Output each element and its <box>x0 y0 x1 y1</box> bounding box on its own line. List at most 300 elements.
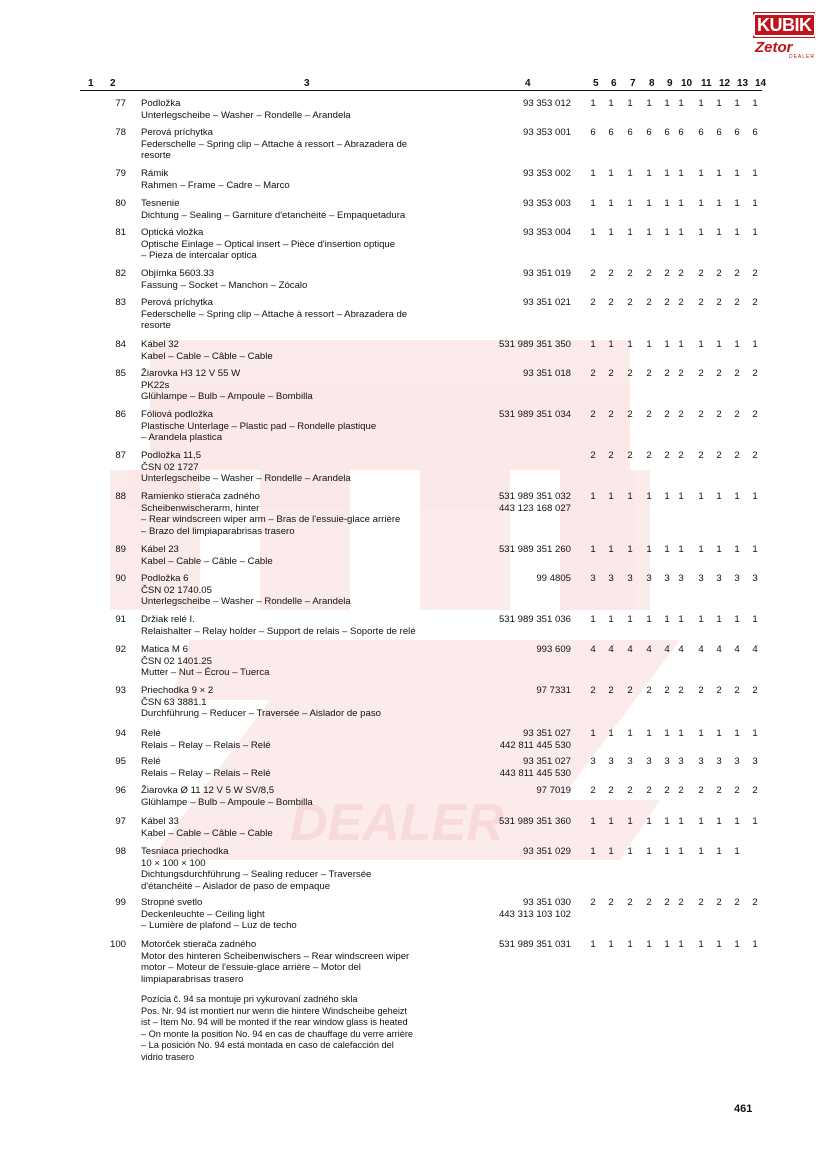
item-description <box>141 297 471 332</box>
quantity-cell: 2 <box>716 268 722 279</box>
quantity-cell: 1 <box>716 614 722 625</box>
part-number-line: 93 353 003 <box>522 198 571 209</box>
quantity-cell: 1 <box>646 339 652 350</box>
item-number: 99 <box>115 897 126 908</box>
item-name: Podložka 11,5 <box>141 450 202 461</box>
item-translation: limpiaparabrisas trasero <box>141 973 244 985</box>
item-number: 79 <box>115 168 126 179</box>
item-number: 91 <box>115 614 126 625</box>
quantity-cell: 1 <box>646 491 652 502</box>
quantity-cell: 1 <box>664 491 670 502</box>
quantity-cell: 2 <box>590 685 596 696</box>
quantity-cell: 2 <box>678 297 684 308</box>
item-description <box>141 614 471 637</box>
quantity-cell: 1 <box>752 339 758 350</box>
quantity-cell: 1 <box>734 614 740 625</box>
quantity-cell: 1 <box>698 198 704 209</box>
quantity-cell: 3 <box>752 756 758 767</box>
quantity-cell: 1 <box>752 491 758 502</box>
item-translation: ČSN 02 1740.05 <box>141 584 212 596</box>
part-number-line: 97 7331 <box>536 685 571 696</box>
part-number-line: 93 353 004 <box>522 227 571 238</box>
item-number: 92 <box>115 644 126 655</box>
header-qty-col: 9 <box>667 78 673 89</box>
quantity-cell: 1 <box>734 939 740 950</box>
quantity-cell: 2 <box>678 268 684 279</box>
item-translation: Relaishalter – Relay holder – Support de relais – Soporte de relé <box>141 625 416 637</box>
footnote-line: – La posición No. 94 está montada en caso de calefacción del <box>141 1040 394 1050</box>
quantity-cell: 2 <box>664 409 670 420</box>
quantity-cell: 1 <box>698 614 704 625</box>
kubik-logo-text: KUBIK <box>753 12 815 38</box>
quantity-cell: 3 <box>627 756 633 767</box>
part-number <box>480 644 571 656</box>
item-description <box>141 728 471 751</box>
quantity-cell: 1 <box>752 939 758 950</box>
quantity-cell: 1 <box>752 98 758 109</box>
quantity-cell: 3 <box>590 573 596 584</box>
quantity-cell: 1 <box>678 227 684 238</box>
quantity-cell: 1 <box>716 227 722 238</box>
header-qty-col: 10 <box>681 78 693 89</box>
quantity-cell: 1 <box>590 614 596 625</box>
quantity-cell: 3 <box>590 756 596 767</box>
item-number: 83 <box>115 297 126 308</box>
quantity-cell: 2 <box>698 785 704 796</box>
item-number: 81 <box>115 227 126 238</box>
quantity-cell: 2 <box>590 409 596 420</box>
part-number <box>480 198 571 210</box>
quantity-cell: 1 <box>698 939 704 950</box>
item-number: 96 <box>115 785 126 796</box>
quantity-cell: 1 <box>752 168 758 179</box>
quantity-cell: 1 <box>678 198 684 209</box>
quantity-cell: 1 <box>716 846 722 857</box>
quantity-cell: 2 <box>734 450 740 461</box>
item-name: Kábel 32 <box>141 339 179 350</box>
quantity-cell: 2 <box>664 268 670 279</box>
item-name: Tesnenie <box>141 198 180 209</box>
quantity-cell: 1 <box>716 939 722 950</box>
header-col-3: 3 <box>304 78 310 89</box>
part-number <box>480 728 571 751</box>
quantity-cell: 1 <box>716 728 722 739</box>
item-translation: ČSN 02 1727 <box>141 461 199 473</box>
quantity-cell: 2 <box>678 368 684 379</box>
quantity-cell: 1 <box>590 98 596 109</box>
item-translation: Unterlegscheibe – Washer – Rondelle – Arandela <box>141 473 351 484</box>
quantity-cell: 3 <box>716 756 722 767</box>
quantity-cell: 1 <box>608 339 614 350</box>
quantity-cell: 1 <box>664 339 670 350</box>
item-name: Tesniaca priechodka <box>141 846 229 857</box>
item-description <box>141 198 471 221</box>
item-description <box>141 897 471 932</box>
quantity-cell: 2 <box>646 368 652 379</box>
quantity-cell: 2 <box>664 785 670 796</box>
part-number <box>480 339 571 351</box>
part-number-line: 93 353 001 <box>522 127 571 138</box>
quantity-cell: 1 <box>608 544 614 555</box>
quantity-cell: 1 <box>646 98 652 109</box>
quantity-cell: 2 <box>752 409 758 420</box>
item-translation: ČSN 63 3881.1 <box>141 696 207 708</box>
kubik-zetor-logo <box>753 12 815 64</box>
part-number <box>480 227 571 239</box>
item-translation: Rahmen – Frame – Cadre – Marco <box>141 179 290 191</box>
item-name: Podložka 6 <box>141 573 189 584</box>
quantity-cell: 1 <box>752 816 758 827</box>
item-number: 82 <box>115 268 126 279</box>
quantity-cell: 1 <box>664 98 670 109</box>
quantity-cell: 4 <box>716 644 722 655</box>
item-name: Fóliová podložka <box>141 409 213 420</box>
quantity-cell: 2 <box>646 450 652 461</box>
quantity-cell: 1 <box>734 198 740 209</box>
quantity-cell: 6 <box>590 127 596 138</box>
footnote-line: Pozícia č. 94 sa montuje pri vykurovaní zadného skla <box>141 994 358 1004</box>
item-number: 94 <box>115 728 126 739</box>
quantity-cell: 1 <box>608 168 614 179</box>
quantity-cell: 2 <box>627 368 633 379</box>
quantity-cell: 1 <box>734 339 740 350</box>
quantity-cell: 1 <box>678 614 684 625</box>
part-number <box>480 98 571 110</box>
quantity-cell: 2 <box>608 897 614 908</box>
item-translation: 10 × 100 × 100 <box>141 857 206 869</box>
item-translation: Dichtung – Sealing – Garniture d'etanchéité – Empaquetadura <box>141 209 406 221</box>
item-number: 87 <box>115 450 126 461</box>
quantity-cell: 2 <box>698 897 704 908</box>
quantity-cell: 2 <box>590 297 596 308</box>
quantity-cell: 2 <box>608 368 614 379</box>
item-description <box>141 450 471 485</box>
item-translation: Mutter – Nut – Écrou – Tuerca <box>141 667 270 678</box>
item-number: 88 <box>115 491 126 502</box>
quantity-cell: 1 <box>752 198 758 209</box>
item-translation: – Arandela plastica <box>141 432 223 443</box>
part-number <box>480 491 571 514</box>
part-number-line: 442 811 445 530 <box>499 739 571 751</box>
quantity-cell: 1 <box>646 544 652 555</box>
item-translation: Plastische Unterlage – Plastic pad – Rondelle plastique <box>141 420 377 432</box>
part-number <box>480 614 571 626</box>
item-description <box>141 368 471 403</box>
quantity-cell: 2 <box>734 368 740 379</box>
quantity-cell: 2 <box>734 268 740 279</box>
quantity-cell: 1 <box>627 98 633 109</box>
quantity-cell: 2 <box>646 897 652 908</box>
page-number: 461 <box>734 1103 753 1115</box>
item-translation: resorte <box>141 150 171 161</box>
quantity-cell: 1 <box>590 728 596 739</box>
quantity-cell: 1 <box>646 227 652 238</box>
header-col-4: 4 <box>525 78 531 89</box>
part-number-line: 93 351 029 <box>522 846 571 857</box>
quantity-cell: 3 <box>752 573 758 584</box>
quantity-cell: 4 <box>646 644 652 655</box>
quantity-cell: 1 <box>734 846 740 857</box>
quantity-cell: 1 <box>590 846 596 857</box>
quantity-cell: 2 <box>716 685 722 696</box>
quantity-cell: 2 <box>678 897 684 908</box>
part-number-line: 531 989 351 034 <box>498 409 571 420</box>
item-number: 95 <box>115 756 126 767</box>
part-number <box>480 297 571 309</box>
quantity-cell: 1 <box>678 491 684 502</box>
quantity-cell: 1 <box>664 728 670 739</box>
quantity-cell: 1 <box>664 168 670 179</box>
quantity-cell: 1 <box>608 939 614 950</box>
quantity-cell: 1 <box>627 544 633 555</box>
part-number-line: 97 7019 <box>536 785 571 796</box>
quantity-cell: 1 <box>752 544 758 555</box>
quantity-cell: 1 <box>734 728 740 739</box>
quantity-cell: 4 <box>698 644 704 655</box>
quantity-cell: 1 <box>627 939 633 950</box>
quantity-cell: 1 <box>678 544 684 555</box>
item-description <box>141 168 471 191</box>
item-name: Relé <box>141 756 161 767</box>
header-qty-col: 8 <box>649 78 655 89</box>
quantity-cell: 1 <box>716 544 722 555</box>
quantity-cell: 2 <box>716 450 722 461</box>
part-number <box>480 544 571 556</box>
quantity-cell: 2 <box>627 685 633 696</box>
quantity-cell: 2 <box>627 450 633 461</box>
item-translation: Glühlampe – Bulb – Ampoule – Bombilla <box>141 391 313 402</box>
quantity-cell: 1 <box>608 728 614 739</box>
quantity-cell: 3 <box>734 573 740 584</box>
quantity-cell: 1 <box>608 614 614 625</box>
quantity-cell: 6 <box>608 127 614 138</box>
quantity-cell: 1 <box>698 491 704 502</box>
item-name: Perová príchytka <box>141 297 213 308</box>
item-name: Rámik <box>141 168 169 179</box>
item-description <box>141 573 471 608</box>
quantity-cell: 2 <box>752 785 758 796</box>
part-number <box>480 127 571 139</box>
quantity-cell: 1 <box>664 939 670 950</box>
quantity-cell: 3 <box>678 573 684 584</box>
part-number-line: 93 351 018 <box>522 368 571 379</box>
item-translation: Relais – Relay – Relais – Relé <box>141 739 271 751</box>
quantity-cell: 2 <box>698 297 704 308</box>
header-qty-col: 6 <box>611 78 617 89</box>
item-name: Perová príchytka <box>141 127 213 138</box>
quantity-cell: 1 <box>627 614 633 625</box>
quantity-cell: 3 <box>698 756 704 767</box>
item-name: Držiak relé I. <box>141 614 195 625</box>
footnote-line: ist – Item No. 94 will be monted if the rear window glass is heated <box>141 1017 408 1027</box>
quantity-cell: 1 <box>698 728 704 739</box>
item-translation: d'étanchéité – Aislador de paso de empaque <box>141 880 331 892</box>
quantity-cell: 1 <box>590 491 596 502</box>
item-translation: Kabel – Cable – Câble – Cable <box>141 350 273 362</box>
part-number-line: 443 313 103 102 <box>498 908 571 920</box>
quantity-cell: 2 <box>678 785 684 796</box>
item-description <box>141 127 471 162</box>
quantity-cell: 1 <box>590 816 596 827</box>
quantity-cell: 2 <box>716 297 722 308</box>
quantity-cell: 2 <box>698 409 704 420</box>
part-number-line: 443 811 445 530 <box>499 767 571 779</box>
item-translation: ČSN 02 1401.25 <box>141 655 212 667</box>
part-number-line: 531 989 351 360 <box>498 816 571 827</box>
quantity-cell: 2 <box>590 268 596 279</box>
footnote-line: vidrio trasero <box>141 1051 195 1062</box>
item-translation: Glühlampe – Bulb – Ampoule – Bombilla <box>141 796 313 808</box>
part-number-line: 993 609 <box>536 644 571 655</box>
header-qty-col: 13 <box>737 78 749 89</box>
part-number-line: 531 989 351 036 <box>498 614 571 625</box>
item-translation: – Pieza de intercalar optica <box>141 250 257 261</box>
quantity-cell: 1 <box>716 816 722 827</box>
quantity-cell: 1 <box>590 198 596 209</box>
part-number-line: 93 351 027 <box>522 728 571 739</box>
part-number <box>480 409 571 421</box>
quantity-cell: 1 <box>627 816 633 827</box>
item-description <box>141 785 471 808</box>
quantity-cell: 1 <box>734 816 740 827</box>
part-number-line: 93 351 021 <box>522 297 571 308</box>
quantity-cell: 1 <box>646 728 652 739</box>
quantity-cell: 1 <box>678 728 684 739</box>
item-name: Ramienko stierača zadného <box>141 491 260 502</box>
item-description <box>141 644 471 679</box>
item-description <box>141 756 471 779</box>
quantity-cell: 2 <box>698 268 704 279</box>
quantity-cell: 2 <box>590 450 596 461</box>
part-number <box>480 268 571 280</box>
quantity-cell: 1 <box>698 846 704 857</box>
quantity-cell: 2 <box>608 409 614 420</box>
quantity-cell: 2 <box>664 297 670 308</box>
quantity-cell: 2 <box>716 368 722 379</box>
quantity-cell: 6 <box>734 127 740 138</box>
quantity-cell: 3 <box>716 573 722 584</box>
quantity-cell: 2 <box>678 409 684 420</box>
quantity-cell: 1 <box>734 98 740 109</box>
item-name: Žiarovka Ø 11 12 V 5 W SV/8,5 <box>141 785 275 796</box>
item-translation: motor – Moteur de l'essuie-glace arrière – Motor del <box>141 962 361 973</box>
header-col-1: 1 <box>88 78 94 89</box>
item-number: 77 <box>115 98 126 109</box>
item-translation: Relais – Relay – Relais – Relé <box>141 767 271 779</box>
quantity-cell: 1 <box>664 544 670 555</box>
quantity-cell: 4 <box>678 644 684 655</box>
item-name: Optická vložka <box>141 227 204 238</box>
quantity-cell: 1 <box>608 198 614 209</box>
quantity-cell: 1 <box>752 614 758 625</box>
part-number-line: 93 353 012 <box>522 98 571 109</box>
item-name: Relé <box>141 728 161 739</box>
quantity-cell: 2 <box>716 409 722 420</box>
quantity-cell: 1 <box>734 227 740 238</box>
item-translation: Federschelle – Spring clip – Attache à ressort – Abrazadera de <box>141 308 408 320</box>
quantity-cell: 6 <box>678 127 684 138</box>
quantity-cell: 2 <box>734 785 740 796</box>
quantity-cell: 6 <box>698 127 704 138</box>
quantity-cell: 1 <box>627 168 633 179</box>
quantity-cell: 2 <box>716 785 722 796</box>
quantity-cell: 2 <box>698 450 704 461</box>
item-number: 84 <box>115 339 126 350</box>
quantity-cell: 1 <box>664 198 670 209</box>
quantity-cell: 1 <box>646 846 652 857</box>
quantity-cell: 1 <box>716 168 722 179</box>
item-number: 93 <box>115 685 126 696</box>
part-number <box>480 785 571 797</box>
quantity-cell: 1 <box>716 198 722 209</box>
footnote-line: – On monte la position No. 94 en cas de chauffage du verre arrière <box>141 1028 414 1039</box>
quantity-cell: 1 <box>698 227 704 238</box>
quantity-cell: 4 <box>608 644 614 655</box>
quantity-cell: 1 <box>752 728 758 739</box>
part-number-line: 99 4805 <box>536 573 571 584</box>
item-translation: Fassung – Socket – Manchon – Zócalo <box>141 279 308 291</box>
quantity-cell: 4 <box>752 644 758 655</box>
header-qty-col: 5 <box>593 78 599 89</box>
quantity-cell: 3 <box>627 573 633 584</box>
item-translation: Deckenleuchte – Ceiling light <box>141 908 265 920</box>
quantity-cell: 2 <box>698 368 704 379</box>
part-number-line: 93 351 030 <box>522 897 571 908</box>
part-number <box>480 756 571 779</box>
item-number: 85 <box>115 368 126 379</box>
item-description <box>141 268 471 291</box>
item-description <box>141 544 471 567</box>
header-qty-col: 7 <box>630 78 636 89</box>
item-name: Matica M 6 <box>141 644 188 655</box>
footnote-line: Pos. Nr. 94 ist montiert nur wenn die hintere Windscheibe geheizt <box>141 1005 408 1016</box>
quantity-cell: 3 <box>664 756 670 767</box>
quantity-cell: 1 <box>646 614 652 625</box>
quantity-cell: 3 <box>734 756 740 767</box>
item-number: 78 <box>115 127 126 138</box>
quantity-cell: 2 <box>752 268 758 279</box>
header-qty-col: 11 <box>701 78 712 89</box>
quantity-cell: 4 <box>627 644 633 655</box>
part-number <box>480 685 571 697</box>
item-translation: Kabel – Cable – Câble – Cable <box>141 827 273 839</box>
item-description <box>141 846 471 892</box>
quantity-cell: 3 <box>608 573 614 584</box>
item-name: Podložka <box>141 98 181 109</box>
part-number-line: 531 989 351 031 <box>498 939 571 950</box>
item-name: Kábel 23 <box>141 544 179 555</box>
quantity-cell: 1 <box>627 846 633 857</box>
item-name: Stropné svetlo <box>141 897 203 908</box>
item-translation: – Lumière de plafond – Luz de techo <box>141 920 297 931</box>
dealer-logo-text: DEALER <box>788 54 815 60</box>
part-number-line: 531 989 351 032 <box>498 491 571 502</box>
item-description <box>141 339 471 362</box>
quantity-cell: 6 <box>752 127 758 138</box>
quantity-cell: 1 <box>716 98 722 109</box>
item-description <box>141 816 471 839</box>
quantity-cell: 2 <box>752 897 758 908</box>
part-number-line: 531 989 351 260 <box>498 544 571 555</box>
quantity-cell: 2 <box>678 450 684 461</box>
quantity-cell: 2 <box>646 785 652 796</box>
item-translation: Motor des hinteren Scheibenwischers – Rear windscreen wiper <box>141 950 410 962</box>
zetor-logo-text: Zetor <box>755 39 793 56</box>
quantity-cell: 1 <box>664 816 670 827</box>
quantity-cell: 1 <box>590 227 596 238</box>
quantity-cell: 1 <box>678 846 684 857</box>
item-number: 86 <box>115 409 126 420</box>
